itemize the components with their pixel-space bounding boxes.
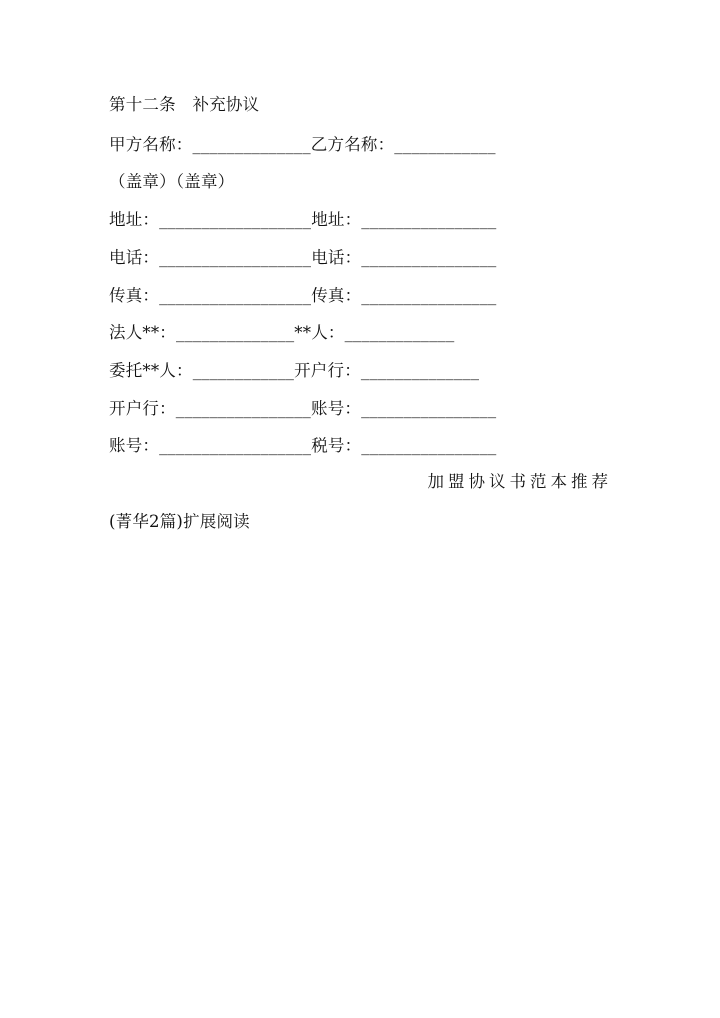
address-line: 地址：__________________地址：________________ xyxy=(109,210,497,229)
fax-line: 传真：__________________传真：________________ xyxy=(109,286,497,305)
bank-line: 开户行：________________账号：________________ xyxy=(109,399,497,418)
seal-line: （盖章）（盖章） xyxy=(109,172,235,191)
recommend-title: 加盟协议书范本推荐 xyxy=(427,472,612,491)
legal-representative-line: 法人**：______________**人：_____________ xyxy=(109,323,455,342)
extended-reading: (菁华2篇)扩展阅读 xyxy=(109,512,250,531)
section-heading: 第十二条 补充协议 xyxy=(109,95,260,114)
authorized-agent-line: 委托**人：____________开户行：______________ xyxy=(109,361,480,380)
phone-line: 电话：__________________电话：________________ xyxy=(109,248,497,267)
party-names-line: 甲方名称：______________乙方名称：____________ xyxy=(109,135,496,154)
account-tax-line: 账号：__________________税号：________________ xyxy=(109,436,497,455)
